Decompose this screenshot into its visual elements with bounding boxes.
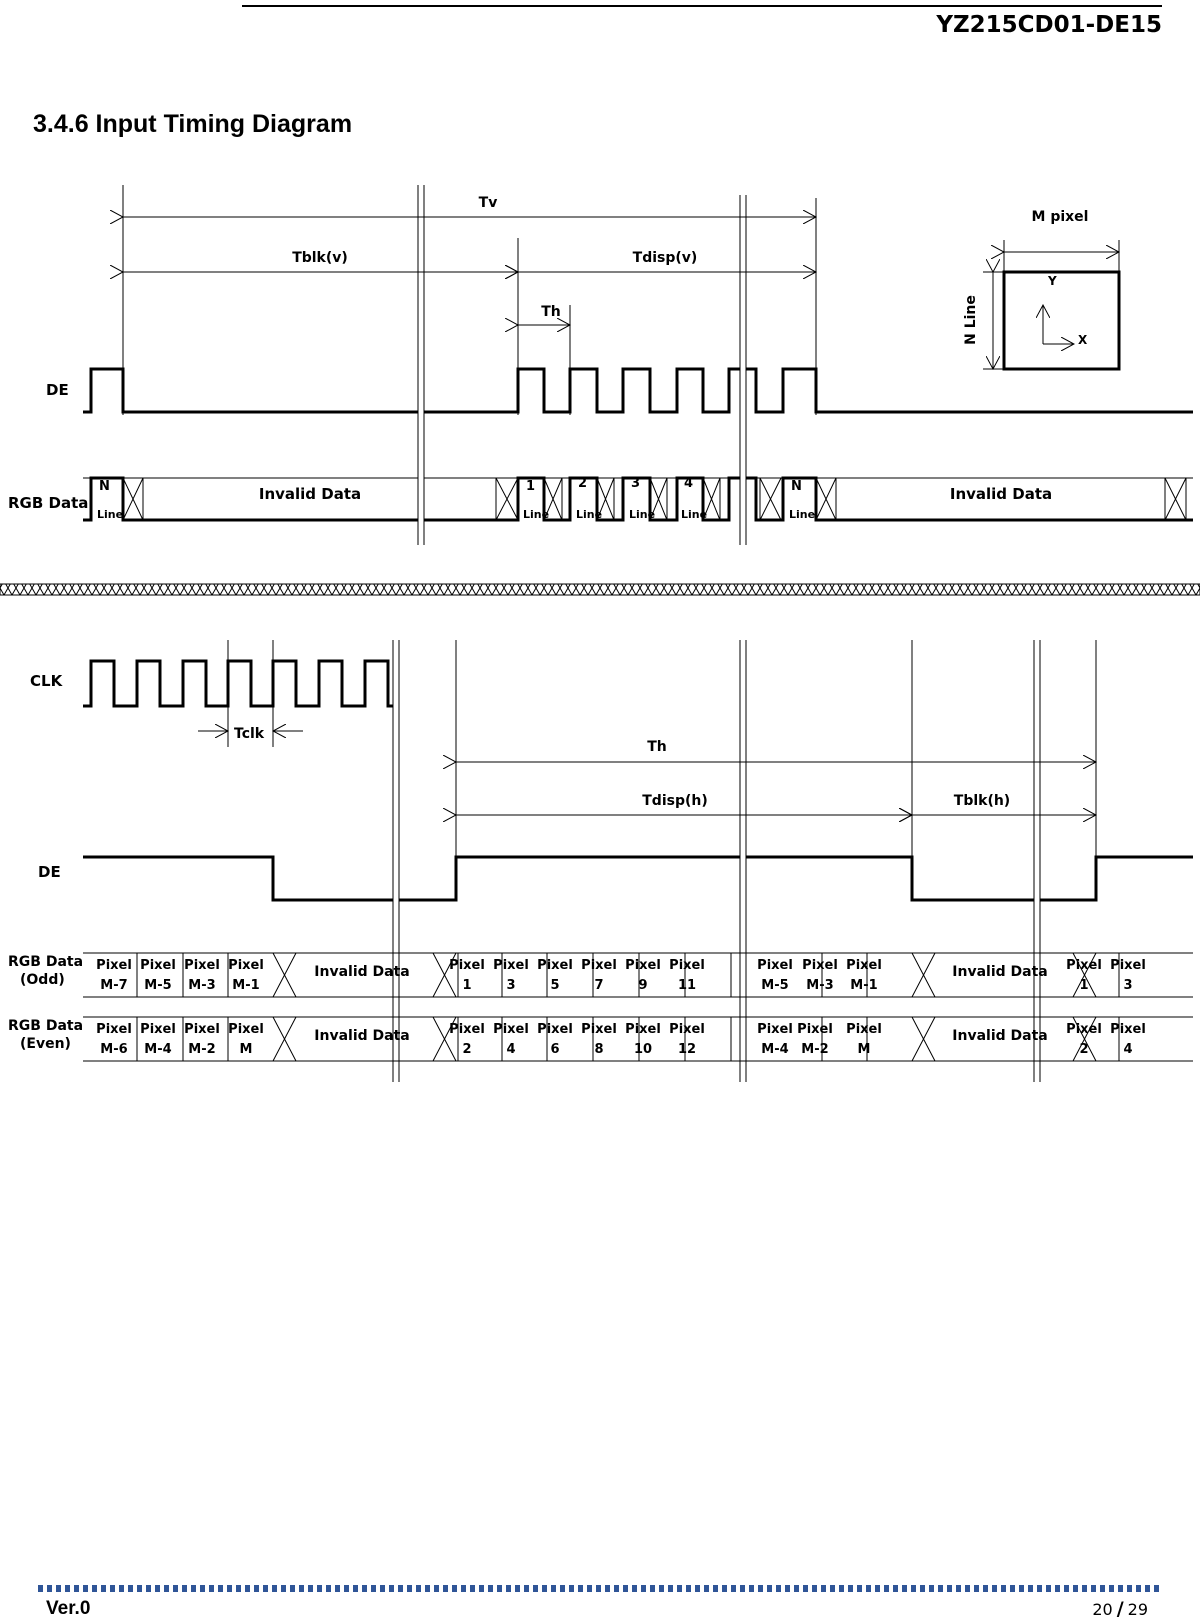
rgb-vertical-labels	[97, 476, 815, 521]
section-separator	[0, 584, 1200, 595]
pixel-cell-index-even: 4	[506, 1042, 516, 1057]
th-h-label: Th	[647, 739, 667, 755]
pixel-cell-label: Pixel	[1110, 958, 1146, 973]
page-total: 29	[1127, 1600, 1148, 1619]
de-label: DE	[46, 381, 69, 399]
pixel-cell-index-odd: M-3	[188, 978, 216, 993]
rgb-even-sublabel: (Even)	[20, 1036, 71, 1052]
n-line-label: N Line	[963, 295, 979, 345]
section-title: 3.4.6 Input Timing Diagram	[33, 110, 353, 138]
line-num: 2	[578, 476, 588, 491]
pixel-cell-label: Pixel	[581, 1022, 617, 1037]
pixel-cell-label: Pixel	[140, 1022, 176, 1037]
line-num: 1	[526, 479, 536, 494]
pixel-cell-label: Pixel	[797, 1022, 833, 1037]
tdisp-v-label: Tdisp(v)	[632, 250, 698, 266]
invalid-odd-1: Invalid Data	[314, 964, 410, 980]
header-rule	[242, 5, 1162, 7]
pixel-cell-index-odd: M-5	[144, 978, 172, 993]
screen-inset	[963, 209, 1119, 369]
dimension-arrows	[123, 217, 816, 325]
rgb-data-label: RGB Data	[8, 494, 89, 512]
n-line-end: N	[791, 479, 802, 494]
rgb-even-label: RGB Data	[8, 1018, 84, 1034]
invalid-odd-2: Invalid Data	[952, 964, 1048, 980]
pixel-cell-index-even: M-4	[761, 1042, 789, 1057]
pixel-cell-index-odd: 7	[594, 978, 604, 993]
horizontal-timing	[8, 640, 1193, 1082]
pixel-cell-index-even: 6	[550, 1042, 560, 1057]
pixel-cell-label: Pixel	[1066, 1022, 1102, 1037]
invalid-data-label: Invalid Data	[258, 485, 362, 503]
tblk-v-label: Tblk(v)	[292, 250, 348, 266]
pixel-cell-label: Pixel	[228, 1022, 264, 1037]
pixel-cell-index-even: 2	[1079, 1042, 1089, 1057]
line-num: 3	[631, 476, 641, 491]
pixel-cell-index-odd: 11	[677, 978, 697, 993]
pixel-cell-label: Pixel	[1066, 958, 1102, 973]
vertical-guides	[123, 185, 816, 545]
pixel-cell-index-even: M-4	[144, 1042, 172, 1057]
pixel-cell-label: Pixel	[140, 958, 176, 973]
version-label: Ver.0	[46, 1598, 91, 1619]
pixel-cell-label: Pixel	[669, 958, 705, 973]
rgb-odd-sublabel: (Odd)	[20, 972, 65, 988]
line-label: Line	[97, 508, 124, 521]
tblk-h-label: Tblk(h)	[953, 793, 1011, 809]
line-num: 4	[684, 476, 694, 491]
pixel-cell-index-even: 12	[677, 1042, 697, 1057]
pixel-cell-index-even: M	[857, 1042, 871, 1057]
pixel-cell-index-odd: M-7	[100, 978, 128, 993]
pixel-cell-label: Pixel	[669, 1022, 705, 1037]
pixel-cell-index-odd: 1	[462, 978, 472, 993]
pixel-cell-index-odd: M-1	[232, 978, 260, 993]
pixel-cell-index-odd: M-1	[850, 978, 878, 993]
de-h-waveform	[83, 857, 1193, 900]
line-label: Line	[523, 508, 550, 521]
pixel-cell-index-even: M-2	[188, 1042, 216, 1057]
de-h-label: DE	[38, 863, 61, 881]
pixel-cell-label: Pixel	[581, 958, 617, 973]
timing-diagram	[0, 170, 1200, 1090]
tclk-label: Tclk	[234, 726, 265, 742]
rgb-odd-label: RGB Data	[8, 954, 84, 970]
pixel-cell-label: Pixel	[625, 1022, 661, 1037]
th-label: Th	[541, 304, 561, 320]
document-id: YZ215CD01-DE15	[936, 12, 1162, 38]
pixel-cell-label: Pixel	[184, 958, 220, 973]
pixel-cell-label: Pixel	[846, 958, 882, 973]
invalid-even-1: Invalid Data	[314, 1028, 410, 1044]
n-line-start: N	[99, 479, 110, 494]
invalid-even-2: Invalid Data	[952, 1028, 1048, 1044]
pixel-cell-index-odd: 3	[1123, 978, 1133, 993]
pixel-cell-index-even: 2	[462, 1042, 472, 1057]
pixel-cell-label: Pixel	[184, 1022, 220, 1037]
tdisp-h-label: Tdisp(h)	[642, 793, 708, 809]
y-axis-label: Y	[1048, 274, 1057, 288]
pixel-cell-index-odd: 3	[506, 978, 516, 993]
pixel-cell-label: Pixel	[96, 1022, 132, 1037]
pixel-cell-index-odd: M-5	[761, 978, 789, 993]
pixel-cell-label: Pixel	[96, 958, 132, 973]
clk-waveform	[83, 661, 393, 706]
pixel-cell-index-even: M	[239, 1042, 253, 1057]
line-label: Line	[681, 508, 708, 521]
pixel-cell-index-even: 8	[594, 1042, 604, 1057]
de-waveform	[83, 369, 1193, 412]
line-label: Line	[629, 508, 656, 521]
pixel-cell-label: Pixel	[449, 958, 485, 973]
pixel-cell-index-even: 10	[633, 1042, 653, 1057]
tv-label: Tv	[478, 195, 498, 211]
screen-rect	[1004, 272, 1119, 369]
pixel-cell-label: Pixel	[537, 958, 573, 973]
clk-label: CLK	[30, 672, 63, 690]
pixel-cell-label: Pixel	[228, 958, 264, 973]
line-label: Line	[789, 508, 816, 521]
pixel-cell-label: Pixel	[802, 958, 838, 973]
pixel-cell-index-odd: 5	[550, 978, 560, 993]
pixel-cell-index-even: 4	[1123, 1042, 1133, 1057]
page-current: 20	[1092, 1600, 1113, 1619]
pixel-cell-index-odd: 9	[638, 978, 648, 993]
pixel-cell-label: Pixel	[449, 1022, 485, 1037]
x-axis-label: X	[1078, 333, 1088, 347]
invalid-data-label: Invalid Data	[949, 485, 1053, 503]
vertical-timing	[8, 185, 1193, 545]
pixel-cell-label: Pixel	[493, 1022, 529, 1037]
page-number	[1092, 1598, 1148, 1620]
pixel-cell-label: Pixel	[1110, 1022, 1146, 1037]
pixel-cell-index-odd: M-3	[806, 978, 834, 993]
pixel-cell-label: Pixel	[757, 958, 793, 973]
page-separator: /	[1116, 1598, 1124, 1620]
pixel-cell-label: Pixel	[493, 958, 529, 973]
pixel-cell-label: Pixel	[757, 1022, 793, 1037]
pixel-cell-label: Pixel	[846, 1022, 882, 1037]
line-label: Line	[576, 508, 603, 521]
pixel-cell-label: Pixel	[537, 1022, 573, 1037]
pixel-cell-index-even: M-6	[100, 1042, 128, 1057]
pixel-cell-index-even: M-2	[801, 1042, 829, 1057]
m-pixel-label: M pixel	[1031, 209, 1089, 225]
footer-dotted-rule	[38, 1585, 1160, 1592]
pixel-cell-label: Pixel	[625, 958, 661, 973]
pixel-cell-index-odd: 1	[1079, 978, 1089, 993]
